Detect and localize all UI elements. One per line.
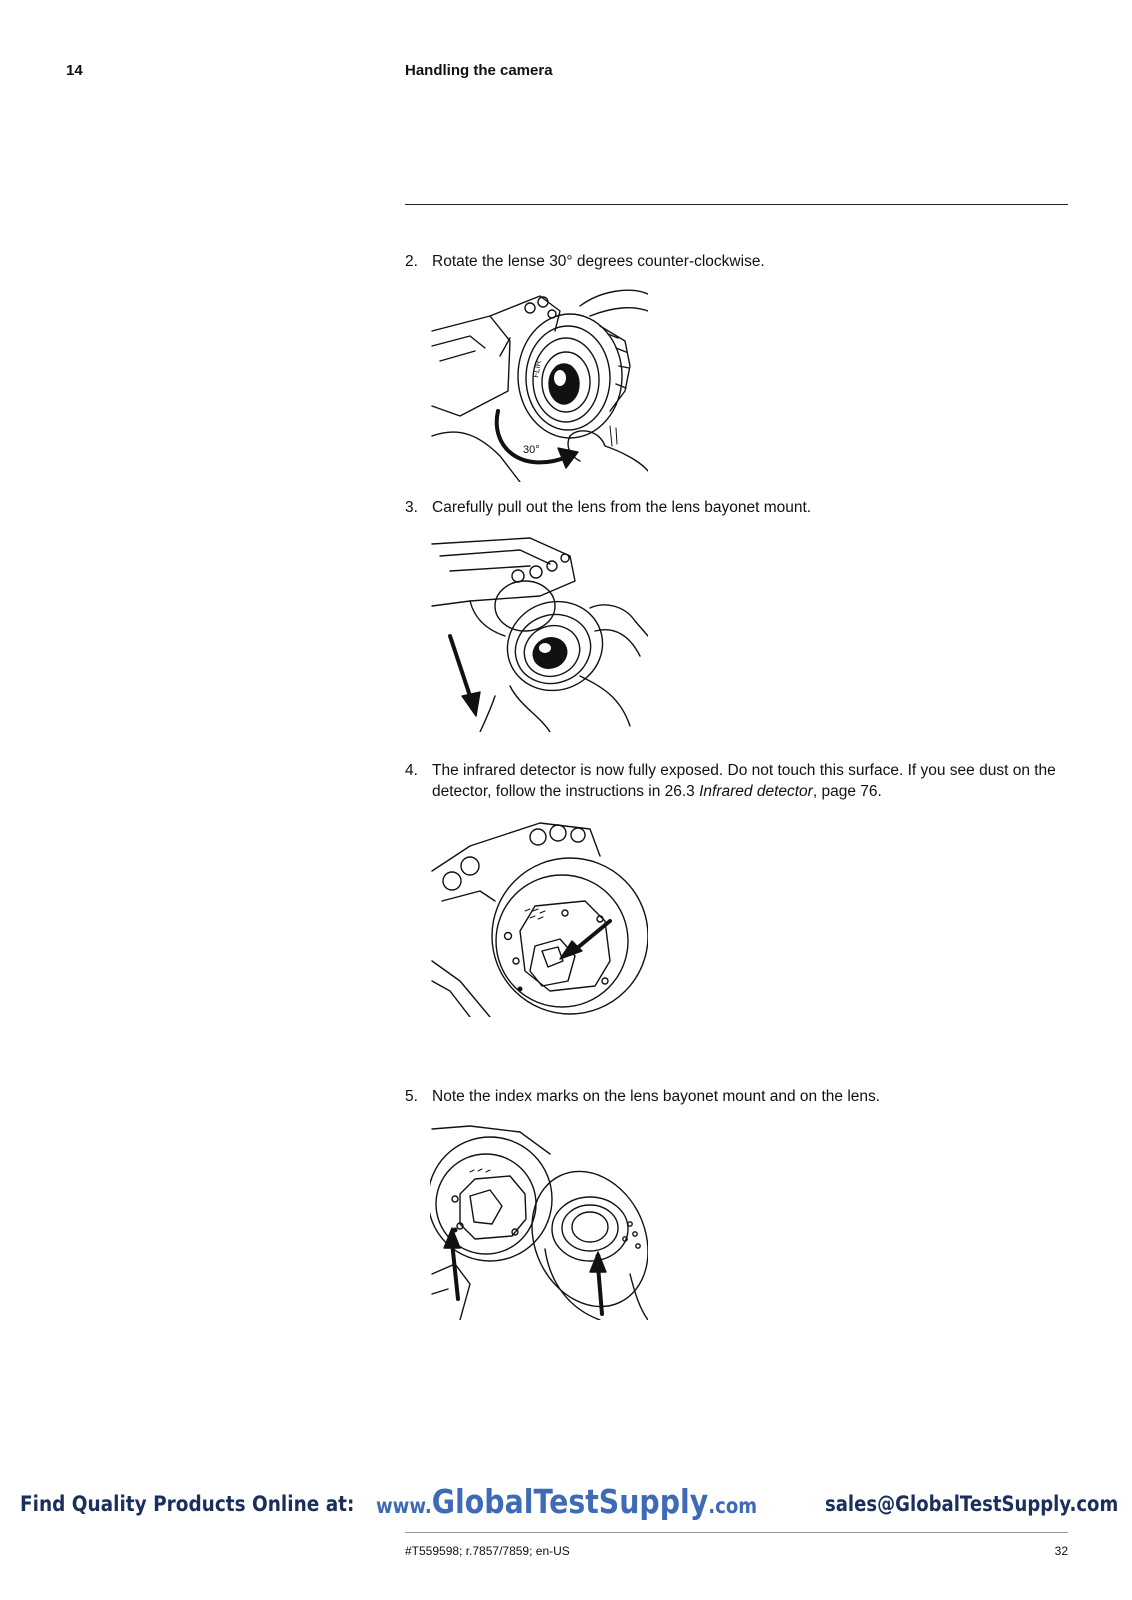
- step-text-after: , page 76.: [812, 783, 882, 800]
- banner-find-text: Find Quality Products Online at:: [20, 1492, 355, 1516]
- step-number: 5.: [405, 1088, 418, 1105]
- lens-brand-text: FLIR: [531, 359, 543, 379]
- promo-banner: [0, 1482, 1132, 1526]
- url-brand: GlobalTestSupply: [431, 1482, 709, 1521]
- figure-detector-exposed: [430, 821, 648, 1017]
- step-text: [432, 760, 1070, 802]
- step-number: 4.: [405, 762, 418, 779]
- step-text: Carefully pull out the lens from the lens bayonet mount.: [432, 499, 812, 516]
- step-text-before: The infrared detector is now fully exposed. Do not touch this surface. If you see dust on the detector, follow the instructions in 26.3: [432, 762, 1056, 800]
- step-number: 2.: [405, 253, 418, 270]
- header-divider: [405, 204, 1068, 205]
- url-suffix: .com: [708, 1494, 758, 1518]
- step-text: Rotate the lense 30° degrees counter-clockwise.: [432, 253, 765, 270]
- document-id: #T559598; r.7857/7859; en-US: [405, 1544, 570, 1558]
- chapter-title: Handling the camera: [405, 62, 553, 79]
- chapter-number: 14: [66, 62, 83, 79]
- step-number: 3.: [405, 499, 418, 516]
- step-4: [405, 760, 1070, 802]
- figure-index-marks: [430, 1124, 648, 1320]
- page-number: 32: [1054, 1544, 1068, 1558]
- step-2: [405, 251, 1070, 272]
- url-prefix: www.: [376, 1494, 432, 1518]
- step-3: [405, 497, 1070, 518]
- footer-divider: [405, 1532, 1068, 1533]
- banner-website-link[interactable]: [376, 1482, 757, 1521]
- figure-rotate-lens: [430, 286, 648, 482]
- banner-email-link[interactable]: sales@GlobalTestSupply.com: [825, 1492, 1119, 1516]
- rotate-angle-label: 30°: [523, 444, 540, 456]
- step-text: Note the index marks on the lens bayonet mount and on the lens.: [432, 1088, 881, 1105]
- cross-reference-link[interactable]: Infrared detector: [699, 783, 813, 800]
- step-5: [405, 1086, 1070, 1107]
- figure-pull-lens: [430, 536, 648, 732]
